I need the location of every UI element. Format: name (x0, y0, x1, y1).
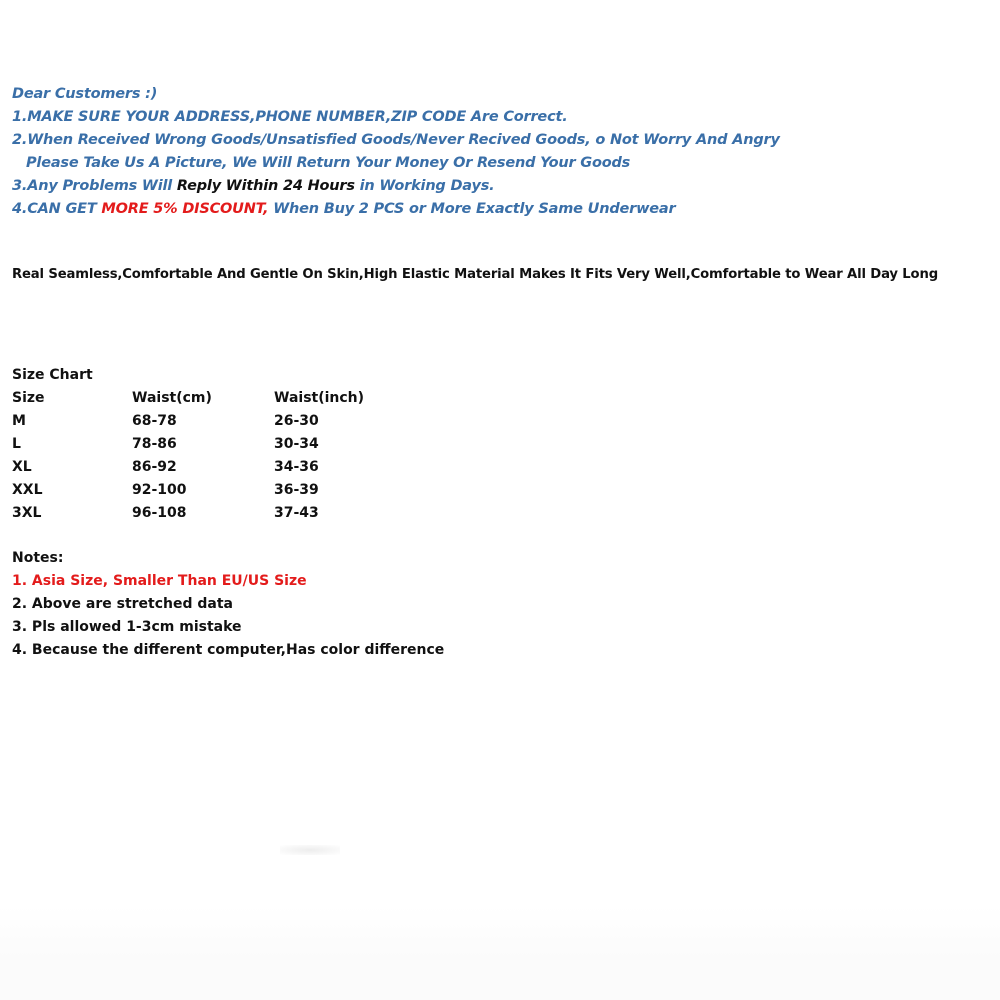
cell-waist-cm: 68-78 (132, 413, 177, 429)
note-item: 2. Above are stretched data (12, 596, 234, 612)
size-chart (12, 364, 424, 525)
cell-size: L (12, 436, 21, 452)
notice-line-4 (12, 198, 972, 221)
product-tagline: Real Seamless,Comfortable And Gentle On Skin,High Elastic Material Makes It Fits Very Well,Comfortable to Wear All Day Long (12, 267, 938, 282)
table-row (12, 502, 424, 525)
cell-waist-inch: 37-43 (274, 505, 319, 521)
cell-size: 3XL (12, 505, 42, 521)
background-smudge (280, 845, 340, 855)
cell-waist-cm: 78-86 (132, 436, 177, 452)
cell-waist-inch: 34-36 (274, 459, 319, 475)
notice-line-3-highlight: Reply Within 24 Hours (176, 178, 355, 194)
header-waist-cm: Waist(cm) (132, 390, 212, 406)
cell-waist-inch: 26-30 (274, 413, 319, 429)
size-chart-title-text: Size Chart (12, 367, 93, 383)
note-item: 4. Because the different computer,Has color difference (12, 642, 445, 658)
size-chart-header (12, 387, 424, 410)
header-size: Size (12, 390, 45, 406)
header-waist-inch: Waist(inch) (274, 390, 365, 406)
note-item: 1. Asia Size, Smaller Than EU/US Size (12, 573, 307, 589)
cell-size: XL (12, 459, 32, 475)
table-row (12, 433, 424, 456)
table-row (12, 479, 424, 502)
cell-waist-cm: 86-92 (132, 459, 177, 475)
notice-line-2b: Please Take Us A Picture, We Will Return Your Money Or Resend Your Goods (26, 155, 631, 171)
notes-section (12, 547, 444, 662)
notes-title: Notes: (12, 550, 64, 566)
table-row (12, 456, 424, 479)
cell-size: M (12, 413, 26, 429)
cell-waist-inch: 30-34 (274, 436, 319, 452)
table-row (12, 410, 424, 433)
cell-waist-cm: 96-108 (132, 505, 187, 521)
notice-line-3 (12, 175, 972, 198)
notice-line-1: 1.MAKE SURE YOUR ADDRESS,PHONE NUMBER,ZIP CODE Are Correct. (12, 109, 568, 125)
note-item: 3. Pls allowed 1-3cm mistake (12, 619, 242, 635)
notice-greeting: Dear Customers :) (12, 86, 158, 102)
notice-line-4-start: 4.CAN GET (12, 201, 102, 217)
customer-notice (12, 83, 972, 221)
notice-line-3-end: in Working Days. (354, 178, 495, 194)
cell-waist-cm: 92-100 (132, 482, 187, 498)
background-fade (0, 905, 1000, 1000)
notice-line-4-end: When Buy 2 PCS or More Exactly Same Underwear (268, 201, 676, 217)
size-chart-title (12, 364, 424, 387)
notice-line-2: 2.When Received Wrong Goods/Unsatisfied Goods/Never Recived Goods, o Not Worry And Angry (12, 132, 780, 148)
notice-line-4-discount: MORE 5% DISCOUNT, (101, 201, 269, 217)
notice-line-3-start: 3.Any Problems Will (12, 178, 177, 194)
cell-size: XXL (12, 482, 43, 498)
cell-waist-inch: 36-39 (274, 482, 319, 498)
